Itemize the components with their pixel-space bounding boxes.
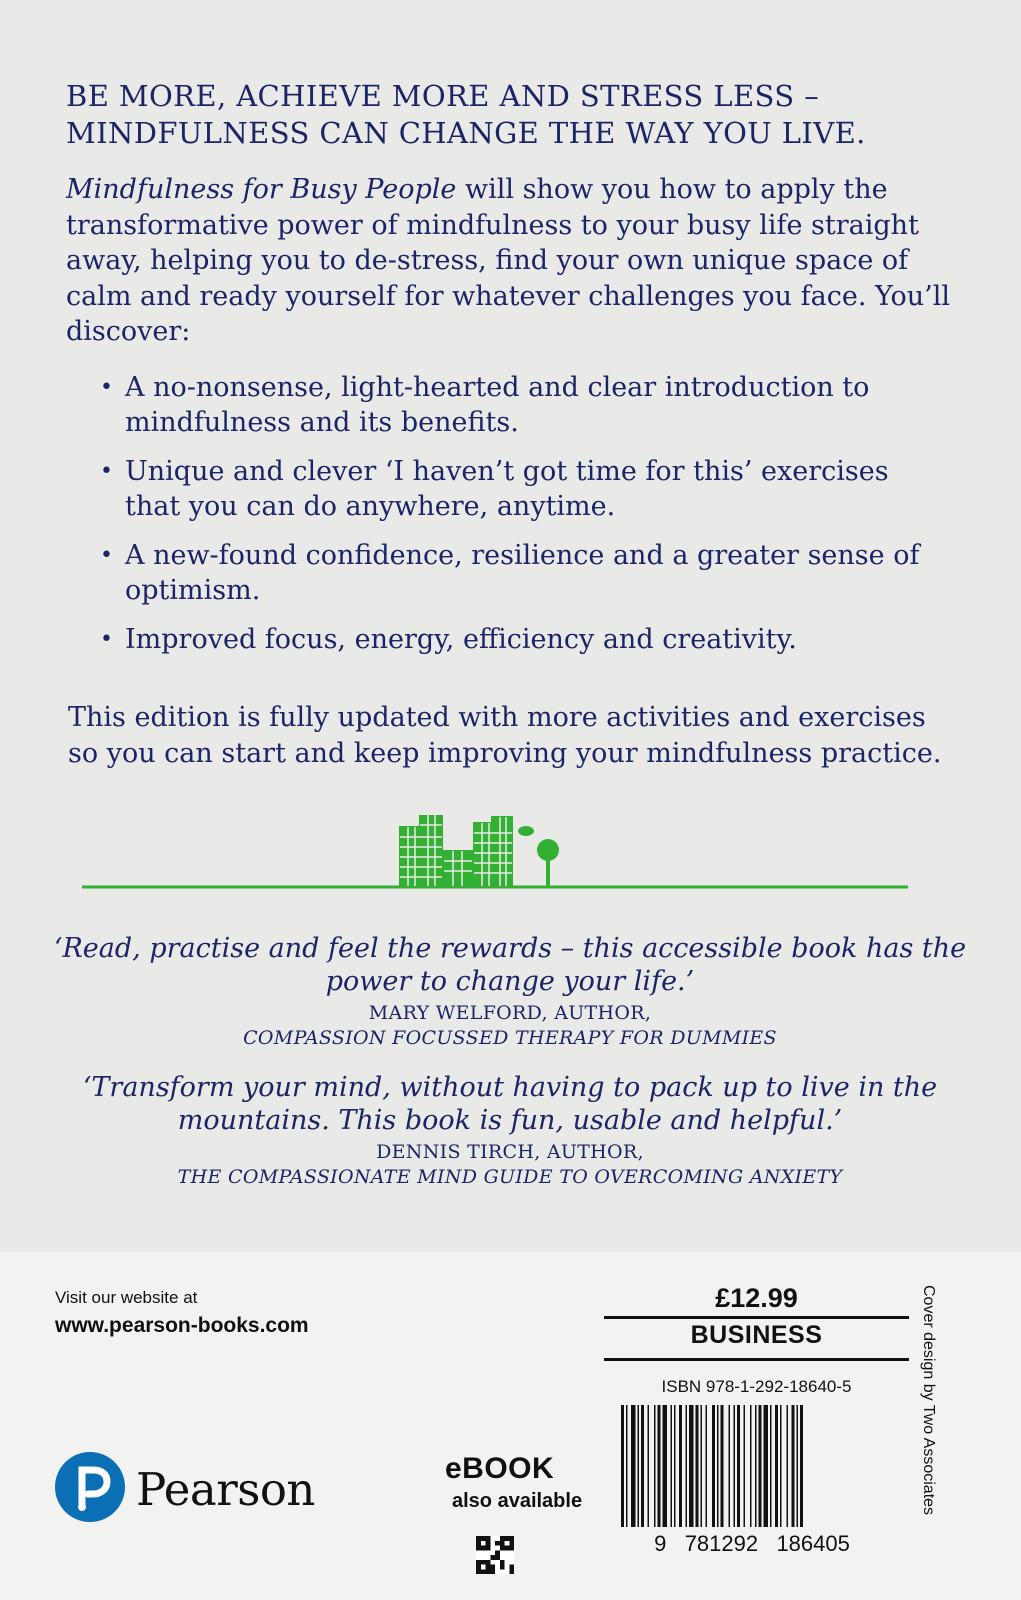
qr-code-icon bbox=[476, 1536, 514, 1574]
list-item bbox=[100, 622, 940, 657]
benefit-list bbox=[100, 370, 940, 671]
list-item bbox=[100, 454, 940, 524]
barcode-digits: 9 781292 186405 bbox=[654, 1531, 850, 1553]
benefit-text: A new-found confidence, resilience and a greater sense of optimism. bbox=[125, 540, 920, 606]
quote-text: ‘Transform your mind, without having to pack up to live in the mountains. This book is fun, usable and helpful.’ bbox=[82, 1072, 938, 1136]
bullet-icon: • bbox=[100, 375, 113, 400]
publisher-name: Pearson bbox=[136, 1463, 315, 1516]
endorsement-quote bbox=[40, 932, 980, 1050]
cover-credit: Cover design by Two Associates bbox=[920, 1285, 937, 1516]
ebook-label: eBOOK bbox=[445, 1452, 555, 1485]
divider bbox=[604, 1358, 909, 1361]
price: £12.99 bbox=[715, 1283, 798, 1313]
quote-book: THE COMPASSIONATE MIND GUIDE TO OVERCOMING ANXIETY bbox=[177, 1166, 843, 1188]
ebook-availability: also available bbox=[452, 1490, 583, 1512]
isbn: ISBN 978-1-292-18640-5 bbox=[661, 1377, 852, 1396]
intro-paragraph bbox=[66, 172, 966, 350]
book-title: Mindfulness for Busy People bbox=[66, 174, 457, 205]
benefit-text: Unique and clever ‘I haven’t got time for this’ exercises that you can do anywhere, anytime. bbox=[125, 456, 889, 522]
quote-author: MARY WELFORD, AUTHOR, bbox=[368, 1002, 652, 1024]
website-link[interactable]: www.pearson-books.com bbox=[55, 1314, 309, 1337]
bullet-icon: • bbox=[100, 627, 113, 652]
headline bbox=[66, 78, 966, 152]
barcode bbox=[617, 1405, 887, 1553]
benefit-text: A no-nonsense, light-hearted and clear introduction to mindfulness and its benefits. bbox=[125, 372, 870, 438]
pearson-logo-icon bbox=[55, 1452, 125, 1522]
website-label: Visit our website at bbox=[55, 1288, 198, 1307]
city-skyline-illustration bbox=[82, 815, 908, 891]
list-item bbox=[100, 370, 940, 440]
list-item bbox=[100, 538, 940, 608]
endorsement-quote bbox=[40, 1071, 980, 1189]
quote-text: ‘Read, practise and feel the rewards – this accessible book has the power to change your life.’ bbox=[53, 933, 967, 997]
quote-book: COMPASSION FOCUSSED THERAPY FOR DUMMIES bbox=[243, 1027, 777, 1049]
bullet-icon: • bbox=[100, 459, 113, 484]
headline-line-1: BE MORE, ACHIEVE MORE AND STRESS LESS – bbox=[66, 79, 820, 113]
divider bbox=[604, 1316, 909, 1319]
quote-author: DENNIS TIRCH, AUTHOR, bbox=[376, 1141, 644, 1163]
bullet-icon: • bbox=[100, 543, 113, 568]
intro-text: will show you how to apply the transformative power of mindfulness to your busy life straight away, helping you to de-stress, find your own unique space of calm and ready yourself for whatever challenges you face. You’ll discover: bbox=[66, 174, 950, 347]
edition-note: This edition is fully updated with more activities and exercises so you can start and keep improving your mindfulness practice. bbox=[68, 702, 942, 769]
headline-line-2: MINDFULNESS CAN CHANGE THE WAY YOU LIVE. bbox=[66, 116, 866, 150]
benefit-text: Improved focus, energy, efficiency and creativity. bbox=[125, 624, 797, 655]
category-label: BUSINESS bbox=[690, 1321, 823, 1349]
